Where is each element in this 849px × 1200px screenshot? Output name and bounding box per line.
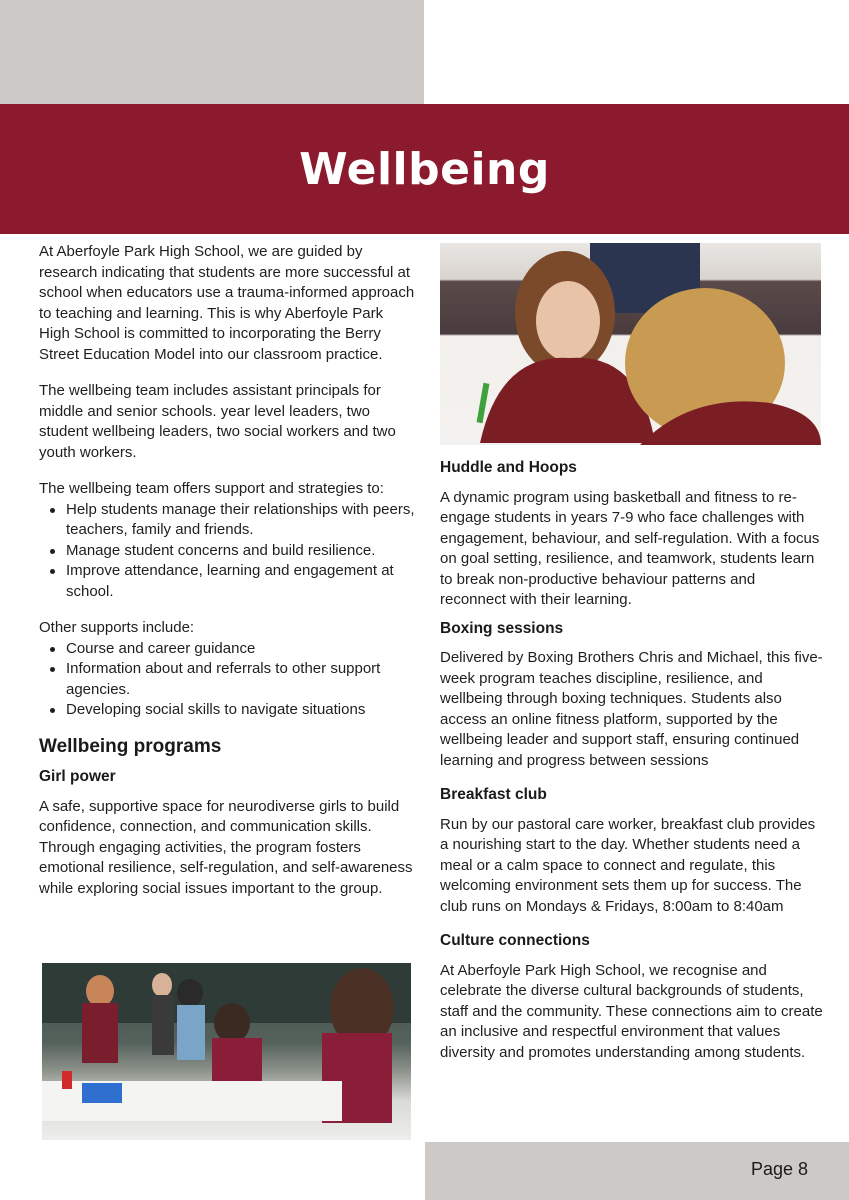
strategies-list <box>39 500 417 603</box>
page-number: Page 8 <box>750 1159 808 1179</box>
breakfast-body: Run by our pastoral care worker, breakfast club provides a nourishing start to the day. Whether students need a meal or a calm space to connect and regulate, this welcoming environment sets them up for success. The club runs on Mondays & Fridays, 8:00am to 8:40am <box>440 815 816 915</box>
title-banner <box>0 104 849 234</box>
breakfast-title: Breakfast club <box>440 786 547 803</box>
list-item: Help students manage their relationships with peers, teachers, family and friends. <box>39 500 417 541</box>
huddle-title: Huddle and Hoops <box>440 459 577 476</box>
list-item: Manage student concerns and build resilience. <box>39 541 417 562</box>
strategies-lead: The wellbeing team offers support and strategies to: <box>39 480 384 497</box>
breakfast-club-photo <box>42 963 411 1140</box>
list-item: Developing social skills to navigate situations <box>39 700 417 721</box>
girl-power-body: A safe, supportive space for neurodiverse girls to build confidence, connection, and communication skills. Through engaging activities, the program fosters emotional resilience, self-regulation, and self-awareness while exploring social issues important to the group. <box>39 797 413 897</box>
page-title: Wellbeing <box>299 143 550 195</box>
left-column <box>39 242 417 915</box>
other-supports-list <box>39 639 417 721</box>
other-supports-lead: Other supports include: <box>39 619 195 636</box>
culture-title: Culture connections <box>440 932 590 949</box>
list-item: Information about and referrals to other support agencies. <box>39 659 417 700</box>
right-column <box>440 458 824 1071</box>
header-grey-block <box>0 0 424 104</box>
huddle-body: A dynamic program using basketball and fitness to re-engage students in years 7-9 who face challenges with engagement, behaviour, and self-regulation. With a focus on goal setting, resilience, and teamwork, students learn to break non-productive behaviour patterns and reconnect with their learning. <box>440 488 820 608</box>
culture-body: At Aberfoyle Park High School, we recognise and celebrate the diverse cultural backgrounds of students, staff and the community. These connections aim to create an inclusive and respectful environment that values diversity and promotes understanding among students. <box>440 961 823 1061</box>
list-item: Improve attendance, learning and engagement at school. <box>39 561 417 602</box>
intro-paragraph: At Aberfoyle Park High School, we are guided by research indicating that students are more successful at school when educators use a trauma-informed approach to teaching and learning. This is why Aberfoyle Park High School is committed to incorporating the Berry Street Education Model into our classroom practice. <box>39 243 415 363</box>
boxing-title: Boxing sessions <box>440 619 564 637</box>
list-item: Course and career guidance <box>39 639 417 660</box>
team-paragraph: The wellbeing team includes assistant principals for middle and senior schools. year level leaders, two student wellbeing leaders, two social workers and two youth workers. <box>39 382 396 461</box>
boxing-body: Delivered by Boxing Brothers Chris and Michael, this five-week program teaches discipline, resilience, and wellbeing through boxing techniques. Students also access an online fitness platform, supported by the wellbeing leader and support staff, ensuring continued learning and progress between sessions <box>440 649 823 769</box>
girl-power-title: Girl power <box>39 768 116 785</box>
programs-heading: Wellbeing programs <box>39 735 222 757</box>
classroom-photo <box>440 243 821 445</box>
